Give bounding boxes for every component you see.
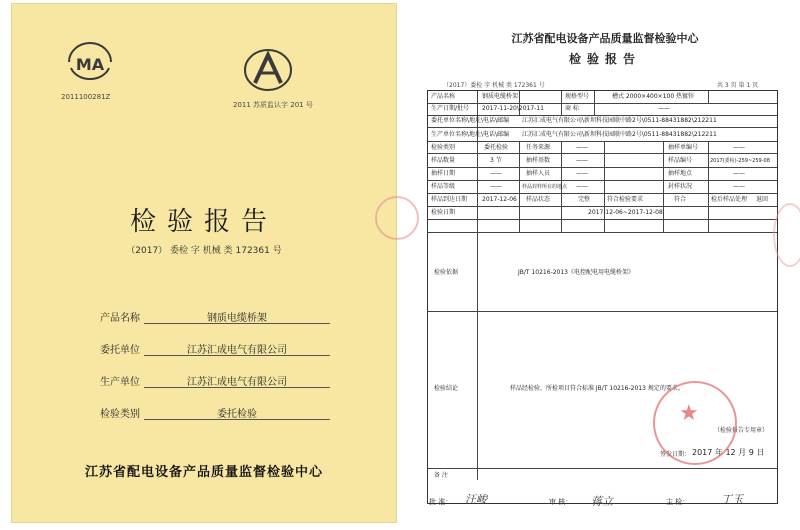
value-sample-base: ——: [576, 157, 588, 164]
label-sample-qty: 样品数量: [431, 157, 456, 164]
cal-code: 2011 苏质监认字 201 号: [233, 101, 313, 109]
cover-title: 检验报告: [129, 207, 278, 237]
cover-organization: 江苏省配电设备产品质量监督检验中心: [84, 465, 323, 480]
field-value: 钢质电缆桥架: [207, 313, 267, 324]
field-label: 生产单位: [100, 377, 140, 388]
value-seal-status: ——: [733, 183, 745, 190]
label-sampling-date: 抽样日期: [431, 170, 456, 177]
col-line: [561, 91, 562, 115]
value-sample-qty: 3 节: [490, 157, 502, 164]
value-sample-grade: ——: [490, 183, 502, 190]
seal-stamp-partial: [375, 196, 419, 240]
main-inspector-label: 主 检：: [666, 498, 690, 506]
cma-logo: [63, 38, 117, 84]
report-organization: 江苏省配电设备产品质量监督检验中心: [511, 32, 699, 45]
col-line: [594, 91, 595, 115]
cover-field-client: [100, 341, 330, 357]
value-sampling-location: ——: [733, 170, 745, 177]
issue-date-label: 签发日期：: [660, 451, 691, 458]
field-value: 江苏汇成电气有限公司: [187, 377, 287, 388]
value-inspection-type: 委托检验: [484, 144, 509, 151]
value-sampling-date: ——: [490, 170, 502, 177]
label-basis: 检验依据: [434, 269, 459, 276]
col-line: [477, 91, 478, 480]
row-line: [428, 193, 777, 194]
approve-label: 批 准：: [429, 498, 453, 506]
svg-text:MA: MA: [75, 55, 105, 74]
label-client: 委托单位名称\地址\电话\邮编: [431, 117, 510, 124]
value-arrival-date: 2017-12-06: [482, 196, 517, 203]
review-signature: 蒋立: [591, 495, 613, 508]
report-cover: [11, 3, 397, 523]
value-sample-location: ——: [576, 183, 588, 190]
underline: [144, 323, 330, 324]
col-line: [663, 141, 664, 232]
label-sample-grade: 样品等级: [431, 183, 456, 190]
cma-code: 2011100281Z: [61, 93, 111, 101]
label-product-name: 产品名称: [431, 93, 456, 100]
value-task-source: ——: [576, 144, 588, 151]
value-producer: 江苏汇成电气有限公司\新坝科技园联中路2号\0511-88431882\212211: [522, 131, 717, 138]
row-line: [428, 219, 777, 220]
value-sample-status: 完整: [578, 196, 591, 203]
col-line: [708, 91, 709, 103]
underline: [144, 387, 330, 388]
label-sample-list-no: 抽样单编号: [668, 144, 699, 151]
value-model: 槽式 2000×400×100 热镀锌: [612, 93, 695, 100]
cover-field-type: [100, 405, 330, 421]
cover-field-producer: [100, 373, 330, 389]
label-sample-location: 样品封样所在的地点: [522, 184, 568, 190]
value-inspection-date: 2017-12-06~2017-12-08: [588, 209, 663, 216]
value-production-date: 2017-11-20\2017-11: [482, 105, 544, 112]
review-label: 审 核：: [549, 498, 573, 506]
label-producer: 生产单位名称\地址\电话\邮编: [431, 131, 510, 138]
label-sample-no: 样品编号: [668, 157, 693, 164]
row-line: [428, 115, 777, 116]
row-line: [428, 468, 777, 469]
col-line: [519, 141, 520, 232]
underline: [144, 355, 330, 356]
label-model: 规格型号: [565, 93, 590, 100]
value-conclusion: 样品经检验，所检项目符合标准 JB/T 10216-2013 规定的要求。: [510, 385, 684, 392]
seal-note: （检验报告专用章）: [714, 427, 769, 434]
row-line: [428, 180, 777, 181]
seal-star-icon: ★: [679, 401, 699, 426]
approve-signature: 汪峻: [465, 493, 487, 506]
label-arrival-date: 样品到达日期: [431, 196, 468, 203]
row-line: [428, 311, 777, 312]
issue-date: 2017 年 12 月 9 日: [692, 448, 765, 457]
field-value: 江苏汇成电气有限公司: [187, 345, 287, 356]
value-basis: JB/T 10216-2013《电控配电用电缆桥架》: [518, 269, 635, 276]
label-inspection-date: 检验日期: [431, 209, 456, 216]
row-line: [428, 141, 777, 142]
value-sample-no: 2017(委检)-259~259-08: [710, 158, 770, 164]
label-seal-status: 封样状况: [668, 183, 693, 190]
field-label: 产品名称: [100, 313, 140, 324]
label-sample-status: 样品状态: [526, 196, 551, 203]
row-line: [428, 167, 777, 168]
label-trademark: 商 标: [565, 105, 579, 112]
value-handling: 退回: [756, 196, 769, 203]
report-number: （2017）委检 字 机械 类 172361 号: [443, 82, 545, 89]
label-remarks: 备 注: [434, 472, 448, 479]
cover-field-product: [100, 309, 330, 325]
report-page: [421, 3, 789, 525]
cover-report-number: （2017） 委检 字 机械 类 172361 号: [126, 246, 282, 256]
label-sample-base: 抽样基数: [526, 157, 551, 164]
field-label: 委托单位: [100, 345, 140, 356]
underline: [144, 419, 330, 420]
report-title: 检验报告: [568, 52, 641, 66]
label-inspection-type: 检验类别: [431, 144, 456, 151]
field-label: 检验类别: [100, 409, 140, 420]
row-line: [428, 127, 777, 128]
row-line: [428, 153, 777, 154]
row-line: [428, 206, 777, 207]
value-product-name: 钢质电缆桥架: [482, 93, 519, 100]
label-sampling-location: 抽样地点: [668, 170, 693, 177]
value-client: 江苏汇成电气有限公司\新坝科技园联中路2号\0511-88431882\212211: [522, 117, 717, 124]
cal-logo: [241, 47, 295, 93]
label-task-source: 任务来源: [526, 144, 551, 151]
main-inspector-signature: 丁玉: [721, 493, 743, 506]
row-line: [428, 232, 777, 233]
page-info: 共 3 页 第 1 页: [717, 82, 759, 89]
label-production-date: 生产日期/批号: [431, 105, 470, 112]
seal-stamp-partial: [773, 203, 800, 267]
label-conforms: 符合检验要求: [607, 196, 644, 203]
value-conforms: 符合: [674, 196, 687, 203]
label-conclusion: 检验结论: [434, 385, 459, 392]
col-line: [604, 141, 605, 232]
value-sample-list-no: ——: [733, 144, 745, 151]
col-line: [708, 141, 709, 232]
label-sampler: 抽样人员: [526, 170, 551, 177]
label-handling: 检后样品处理: [711, 196, 748, 203]
value-trademark: ——: [658, 105, 670, 112]
field-value: 委托检验: [217, 409, 257, 420]
row-line: [428, 103, 777, 104]
value-sampler: ——: [576, 170, 588, 177]
